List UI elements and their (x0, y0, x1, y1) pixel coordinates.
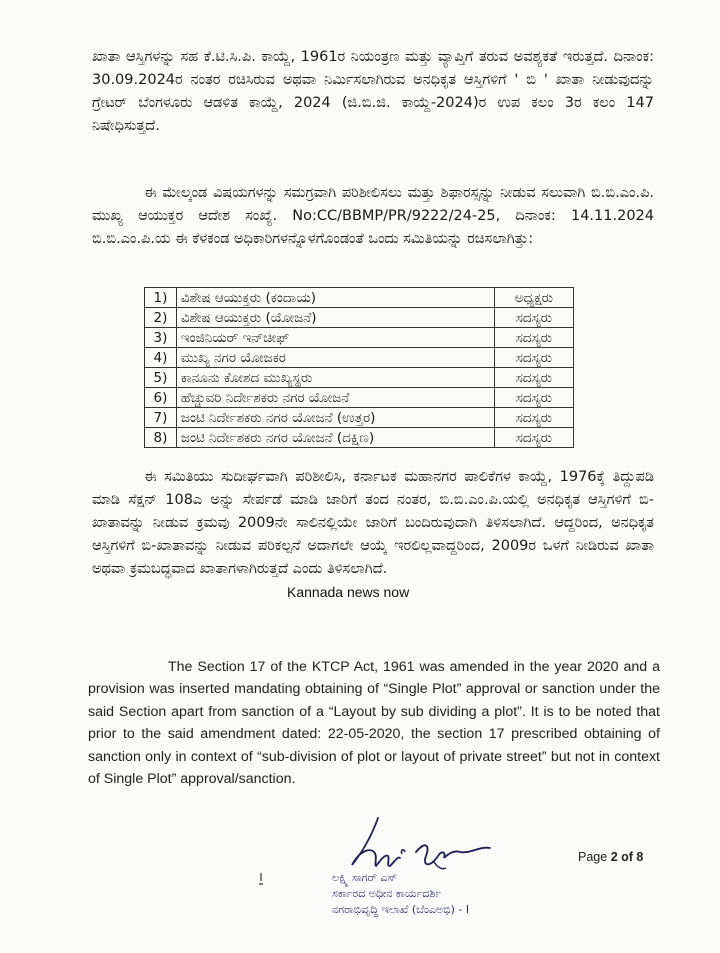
committee-row (145, 328, 574, 348)
committee-member-role: ಸದಸ್ಯರು (494, 308, 573, 328)
committee-member-role: ಸದಸ್ಯರು (494, 428, 573, 448)
page-label: Page (578, 850, 608, 864)
page-current: 2 (610, 850, 618, 864)
page-of: of (621, 850, 633, 864)
committee-row (145, 368, 574, 388)
committee-member-name: ಜಂಟಿ ನಿರ್ದೇಶಕರು ನಗರ ಯೋಜನೆ (ದಕ್ಷಿಣ) (176, 428, 494, 448)
page-number (578, 850, 643, 864)
official-seal (332, 870, 512, 918)
seal-line-name: ಲಕ್ಷ್ಮಿ ಸಾಗರ್ ಎಸ್ (332, 871, 397, 884)
committee-member-name: ಜಂಟಿ ನಿರ್ದೇಶಕರು ನಗರ ಯೋಜನೆ (ಉತ್ತರ) (176, 408, 494, 428)
committee-row-number: 5) (145, 368, 177, 388)
committee-member-role: ಸದಸ್ಯರು (494, 388, 573, 408)
watermark-label: Kannada news now (283, 584, 413, 600)
committee-member-name: ಇಂಜಿನಿಯರ್ ಇನ್‌ಚೀಫ್ (176, 328, 494, 348)
paragraph-khata-regulation: ಖಾತಾ ಆಸ್ತಿಗಳನ್ನು ಸಹ ಕೆ.ಟಿ.ಸಿ.ಪಿ. ಕಾಯ್ದೆ, 1961ರ ನಿಯಂತ್ರಣ ಮತ್ತು ವ್ಯಾಪ್ತಿಗೆ ತರುವ ಅವಶ್ಯಕತೆ ಇರುತ್ತದೆ. ದಿನಾಂಕ: 30.09.2024ರ ನಂತರ ರಚಿಸಿರುವ ಅಥವಾ ನಿರ್ಮಿಸಲಾಗಿರುವ ಅನಧಿಕೃತ ಆಸ್ತಿಗಳಿಗೆ ' ಬಿ ' ಖಾತಾ ನೀಡುವುದನ್ನು ಗ್ರೇಟರ್ ಬೆಂಗಳೂರು ಆಡಳಿತ ಕಾಯ್ದೆ, 2024 (ಜಿ.ಬಿ.ಜಿ. ಕಾಯ್ದೆ-2024)ರ ಉಪ ಕಲಂ 3ರ ಕಲಂ 147 ನಿಷೇಧಿಸುತ್ತದೆ. (92, 49, 654, 134)
committee-member-name: ಮುಖ್ಯ ನಗರ ಯೋಜಕರ (176, 348, 494, 368)
committee-row-number: 3) (145, 328, 177, 348)
committee-row (145, 408, 574, 428)
committee-table (144, 287, 574, 448)
seal-line-designation: ಸರ್ಕಾರದ ಅಧೀನ ಕಾರ್ಯದರ್ಶಿ (332, 887, 442, 900)
committee-member-role: ಸದಸ್ಯರು (494, 368, 573, 388)
seal-line-department: ನಗರಾಭಿವೃದ್ಧಿ ಇಲಾಖೆ (ಬೆಂಎಅಭಿ) - I (332, 903, 470, 916)
committee-row (145, 308, 574, 328)
committee-row-number: 4) (145, 348, 177, 368)
committee-member-role: ಸದಸ್ಯರು (494, 348, 573, 368)
committee-member-role: ಅಧ್ಯಕ್ಷರು (494, 288, 573, 308)
committee-row-number: 1) (145, 288, 177, 308)
committee-member-name: ಕಾನೂನು ಕೋಶದ ಮುಖ್ಯಸ್ಥರು (176, 368, 494, 388)
paragraph-committee-findings: ಈ ಸಮಿತಿಯು ಸುದೀರ್ಘವಾಗಿ ಪರಿಶೀಲಿಸಿ, ಕರ್ನಾಟಕ ಮಹಾನಗರ ಪಾಲಿಕೆಗಳ ಕಾಯ್ದೆ, 1976ಕ್ಕೆ ತಿದ್ದುಪಡಿ ಮಾಡಿ ಸೆಕ್ಷನ್ 108ಎ ಅನ್ನು ಸೇರ್ಪಡೆ ಮಾಡಿ ಜಾರಿಗೆ ತಂದ ನಂತರ, ಬಿ.ಬಿ.ಎಂ.ಪಿ.ಯಲ್ಲಿ ಅನಧಿಕೃತ ಆಸ್ತಿಗಳಿಗೆ ಬಿ-ಖಾತಾವನ್ನು ನೀಡುವ ಕ್ರಮವು 2009ನೇ ಸಾಲಿನಲ್ಲಿಯೇ ಜಾರಿಗೆ ಬಂದಿರುವುದಾಗಿ ತಿಳಿಸಲಾಗಿದೆ. ಆದ್ದರಿಂದ, ಅನಧಿಕೃತ ಆಸ್ತಿಗಳಿಗೆ ಬಿ-ಖಾತಾವನ್ನು ನೀಡುವ ಪರಿಕಲ್ಪನೆ ಅದಾಗಲೇ ಆಯ್ಕೆ ಇರಲಿಲ್ಲವಾದ್ದರಿಂದ, 2009ರ ಒಳಗೆ ನೀಡಿರುವ ಖಾತಾ ಅಥವಾ ಕ್ರಮಬದ್ಧವಾದ ಖಾತಾಗಳಾಗಿರುತ್ತದೆ ಎಂದು ತಿಳಿಸಲಾಗಿದೆ. (92, 469, 654, 577)
committee-member-role: ಸದಸ್ಯರು (494, 328, 573, 348)
committee-row-number: 6) (145, 388, 177, 408)
committee-row-number: 8) (145, 428, 177, 448)
committee-member-name: ವಿಶೇಷ ಆಯುಕ್ತರು (ಕಂದಾಯ) (176, 288, 494, 308)
committee-member-role: ಸದಸ್ಯರು (494, 408, 573, 428)
committee-row (145, 348, 574, 368)
committee-member-name: ವಿಶೇಷ ಆಯುಕ್ತರು (ಯೋಜನೆ) (176, 308, 494, 328)
page-total: 8 (636, 850, 644, 864)
committee-member-name: ಹೆಚ್ಚುವರಿ ನಿರ್ದೇಶಕರು ನಗರ ಯೋಜನೆ (176, 388, 494, 408)
paragraph-ktcp-section-17: The Section 17 of the KTCP Act, 1961 was amended in the year 2020 and a provision was inserted mandating obtaining of “Single Plot” approval or sanction under the said Section apart from sanction of a “Layout by sub dividing a plot”. It is to be noted that prior to the said amendment dated: 22-05-2020, the section 17 prescribed obtaining of sanction only in context of “sub-division of plot or layout of private street” but not in context of Single Plot” approval/sanction. (88, 659, 660, 788)
committee-row-number: 7) (145, 408, 177, 428)
committee-row (145, 288, 574, 308)
committee-row-number: 2) (145, 308, 177, 328)
paragraph-committee-formation: ಈ ಮೇಲ್ಕಂಡ ವಿಷಯಗಳನ್ನು ಸಮಗ್ರವಾಗಿ ಪರಿಶೀಲಿಸಲು ಮತ್ತು ಶಿಫಾರಸ್ಸನ್ನು ನೀಡುವ ಸಲುವಾಗಿ ಬಿ.ಬಿ.ಎಂ.ಪಿ. ಮುಖ್ಯ ಆಯುಕ್ತರ ಆದೇಶ ಸಂಖ್ಯೆ. No:CC/BBMP/PR/9222/24-25, ದಿನಾಂಕ: 14.11.2024 ಬಿ.ಬಿ.ಎಂ.ಪಿ.ಯ ಈ ಕೆಳಕಂಡ ಅಧಿಕಾರಿಗಳನ್ನೊಳಗೊಂಡಂತೆ ಒಂದು ಸಮಿತಿಯನ್ನು ರಚಿಸಲಾಗಿತ್ತು: (92, 185, 654, 247)
margin-mark (256, 872, 266, 886)
committee-row (145, 388, 574, 408)
committee-row (145, 428, 574, 448)
